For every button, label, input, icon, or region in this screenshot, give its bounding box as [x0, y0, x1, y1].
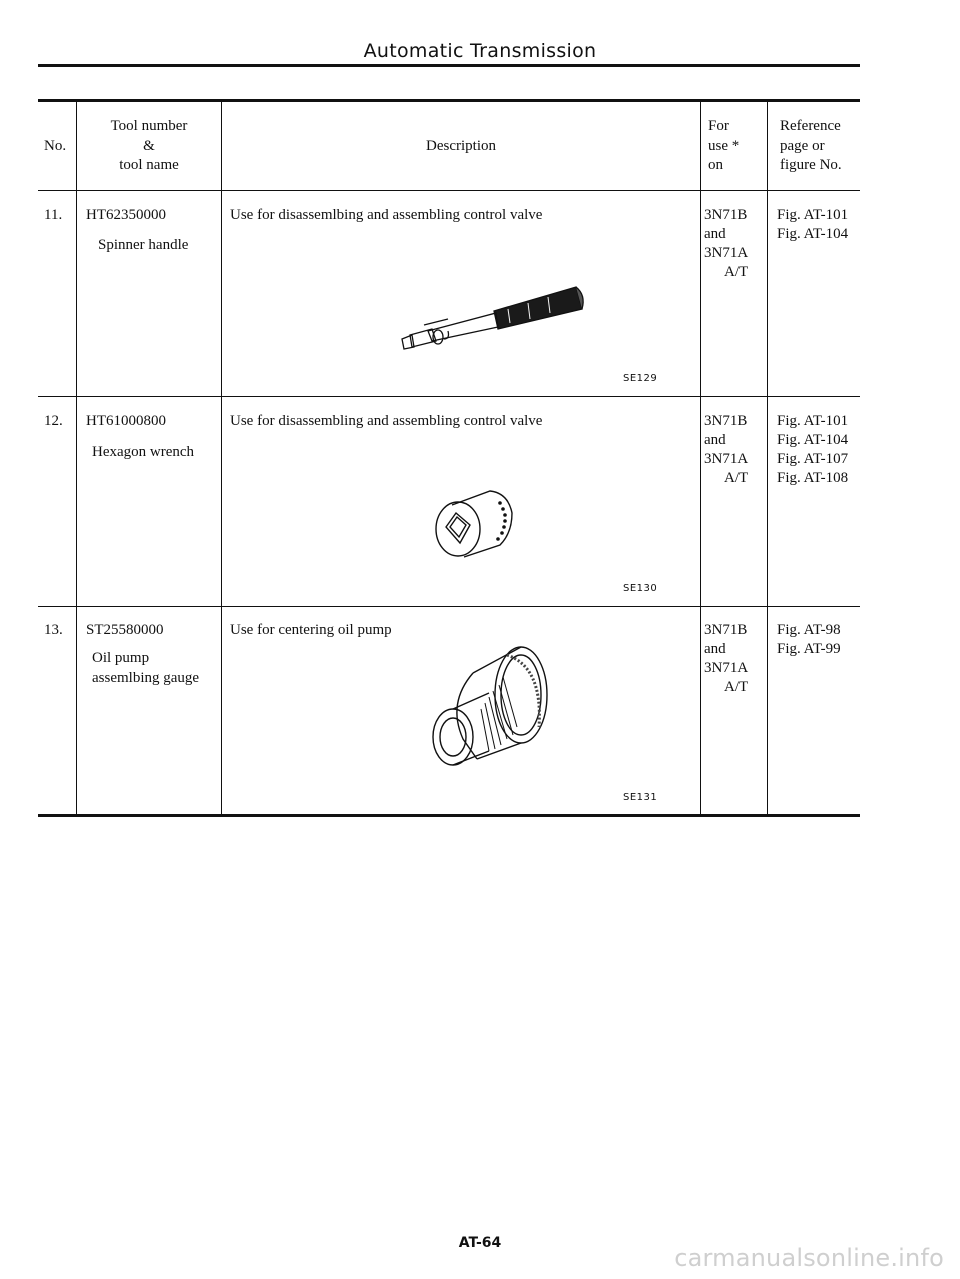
row-12-bottom-rule	[38, 606, 860, 607]
reference-line: Fig. AT-99	[777, 641, 841, 657]
header-reference-line-2: page or	[780, 138, 825, 154]
tool-description: Use for disassembling and assembling control valve	[230, 413, 543, 429]
page-number: AT-64	[458, 1235, 502, 1251]
for-use-line: and	[704, 226, 726, 242]
header-for-use-line-1: For	[708, 118, 729, 134]
row-number: 12.	[44, 413, 63, 429]
header-bottom-rule	[38, 190, 860, 191]
figure-code: SE131	[623, 792, 658, 803]
for-use-line: A/T	[724, 470, 749, 486]
tool-number: HT62350000	[86, 207, 166, 223]
column-divider	[76, 99, 77, 817]
header-for-use-line-3: on	[708, 157, 723, 173]
header-tool-line-3: tool name	[119, 157, 179, 173]
figure-code: SE130	[623, 583, 658, 594]
reference-line: Fig. AT-101	[777, 207, 849, 223]
header-description: Description	[426, 138, 496, 154]
row-number: 11.	[44, 207, 63, 223]
for-use-line: and	[704, 432, 726, 448]
page-title: Automatic Transmission	[363, 40, 597, 62]
tool-name: assemlbing gauge	[92, 670, 200, 686]
tool-number: HT61000800	[86, 413, 166, 429]
oil-pump-gauge-illustration	[403, 647, 553, 777]
tool-name: Spinner handle	[98, 237, 189, 253]
header-tool-line-1: Tool number	[110, 118, 188, 134]
for-use-line: 3N71B	[704, 413, 748, 429]
header-reference-line-3: figure No.	[780, 157, 842, 173]
tool-number: ST25580000	[86, 622, 164, 638]
header-no: No.	[44, 138, 67, 154]
for-use-line: 3N71A	[704, 451, 749, 467]
column-divider	[700, 99, 701, 817]
header-for-use-line-2: use *	[708, 138, 740, 154]
tool-name: Oil pump	[92, 650, 150, 666]
reference-line: Fig. AT-108	[777, 470, 849, 486]
tool-description: Use for disassemlbing and assembling control valve	[230, 207, 543, 223]
tool-table	[38, 99, 860, 817]
header-reference-line-1: Reference	[780, 118, 841, 134]
table-bottom-rule	[38, 814, 860, 817]
header-tool-line-2: &	[143, 138, 155, 154]
reference-line: Fig. AT-98	[777, 622, 841, 638]
for-use-line: 3N71A	[704, 660, 749, 676]
spinner-handle-illustration	[398, 279, 598, 359]
for-use-line: 3N71A	[704, 245, 749, 261]
header-rule	[38, 64, 860, 67]
figure-code: SE129	[623, 373, 658, 384]
column-divider	[221, 99, 222, 817]
column-divider	[767, 99, 768, 817]
for-use-line: 3N71B	[704, 622, 748, 638]
tool-description: Use for centering oil pump	[230, 622, 392, 638]
row-number: 13.	[44, 622, 63, 638]
for-use-line: A/T	[724, 264, 749, 280]
reference-line: Fig. AT-104	[777, 226, 849, 242]
for-use-line: and	[704, 641, 726, 657]
hexagon-wrench-illustration	[430, 483, 520, 573]
reference-line: Fig. AT-107	[777, 451, 849, 467]
table-top-rule	[38, 99, 860, 102]
for-use-line: 3N71B	[704, 207, 748, 223]
row-11-bottom-rule	[38, 396, 860, 397]
reference-line: Fig. AT-101	[777, 413, 849, 429]
reference-line: Fig. AT-104	[777, 432, 849, 448]
site-watermark: carmanualsonline.info	[674, 1244, 944, 1272]
for-use-line: A/T	[724, 679, 749, 695]
tool-name: Hexagon wrench	[92, 444, 195, 460]
